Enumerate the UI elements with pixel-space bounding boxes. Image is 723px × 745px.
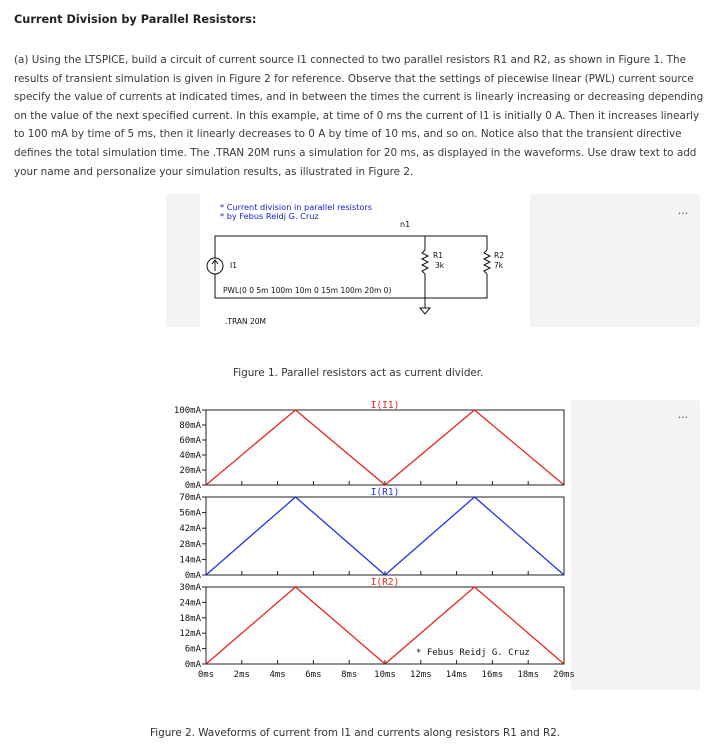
y-tick-label: 24mA (179, 598, 201, 609)
resistor-r1-symbol (422, 250, 428, 274)
y-tick-label: 20mA (179, 466, 201, 476)
panel-title: I(I1) (370, 400, 400, 411)
ground-symbol (420, 308, 430, 314)
node-label: n1 (400, 220, 411, 229)
x-tick-label: 18ms (517, 670, 540, 680)
x-tick-label: 2ms (233, 670, 250, 680)
x-tick-label: 6ms (305, 670, 322, 680)
source-value: PWL(0 0 5m 100m 10m 0 15m 100m 20m 0) (223, 286, 392, 295)
y-tick-label: 14mA (179, 555, 201, 566)
y-tick-label: 0mA (184, 660, 201, 670)
x-tick-label: 0ms (197, 670, 215, 680)
panel-title: I(R2) (370, 577, 400, 588)
y-tick-label: 40mA (179, 451, 201, 461)
section-heading: Current Division by Parallel Resistors: (14, 13, 257, 26)
schematic (200, 194, 530, 327)
y-tick-label: 18mA (179, 613, 201, 624)
x-tick-label: 12ms (409, 670, 432, 680)
schematic-comment-1: * Current division in parallel resistors (220, 202, 372, 212)
y-tick-label: 0mA (184, 481, 201, 491)
y-tick-label: 70mA (179, 493, 201, 503)
instructions-paragraph: (a) Using the LTSPICE, build a circuit of current source I1 connected to two parallel resistors R1 and R2, as shown in Figure 1. The results of transient simulation is given in Figure 2 for reference. Observe that the settings of piecewise linear (PWL) current source specify the value of currents at indicated times, and in between the times the current is linearly increasing or decreasing depending on the value of the next specified current. In this example, at time of 0 ms the current of I1 is initially 0 A. Then it increases linearly to 100 mA by time of 5 ms, then it linearly decreases to 0 A by time of 10 ms, and so on. Notice also that the transient directive defines the total simulation time. The .TRAN 20M runs a simulation for 20 ms, as displayed in the waveforms. Use draw text to add your name and personalize your simulation results, as illustrated in Figure 2. (14, 54, 704, 178)
figure2-more-button[interactable]: ... (677, 408, 689, 421)
panel-title: I(R1) (370, 487, 400, 498)
y-tick-label: 80mA (179, 421, 201, 431)
x-tick-label: 20ms (553, 670, 575, 680)
r1-name: R1 (433, 251, 443, 260)
x-tick-label: 10ms (374, 670, 396, 680)
figure1-more-button[interactable]: ... (677, 204, 689, 217)
y-tick-label: 42mA (179, 524, 201, 535)
figure1-caption: Figure 1. Parallel resistors act as current divider. (233, 367, 484, 379)
y-tick-label: 12mA (179, 629, 201, 640)
x-tick-label: 16ms (481, 670, 504, 680)
y-tick-label: 56mA (179, 508, 201, 519)
r2-value: 7k (494, 261, 504, 270)
figure1-image (200, 194, 530, 327)
y-tick-label: 0mA (184, 571, 201, 581)
signature-annotation: * Febus Reidj G. Cruz (416, 648, 530, 658)
wires (215, 236, 487, 308)
r2-name: R2 (494, 251, 504, 260)
resistor-r2-symbol (484, 250, 490, 274)
schematic-comment-2: * by Febus Reidj G. Cruz (220, 211, 319, 221)
y-tick-label: 100mA (173, 406, 201, 416)
y-tick-label: 60mA (179, 436, 201, 446)
figure2-caption: Figure 2. Waveforms of current from I1 and currents along resistors R1 and R2. (150, 727, 561, 739)
r1-value: 3k (435, 261, 445, 270)
tran-directive: .TRAN 20M (225, 317, 267, 326)
waveform-plot (166, 398, 575, 690)
x-tick-label: 4ms (269, 670, 286, 680)
y-tick-label: 28mA (179, 539, 201, 550)
y-tick-label: 6mA (184, 644, 201, 655)
x-tick-label: 8ms (341, 670, 358, 680)
source-name: I1 (230, 261, 237, 270)
current-source-symbol (207, 258, 223, 274)
x-tick-label: 14ms (445, 670, 468, 680)
y-tick-label: 30mA (179, 583, 201, 593)
